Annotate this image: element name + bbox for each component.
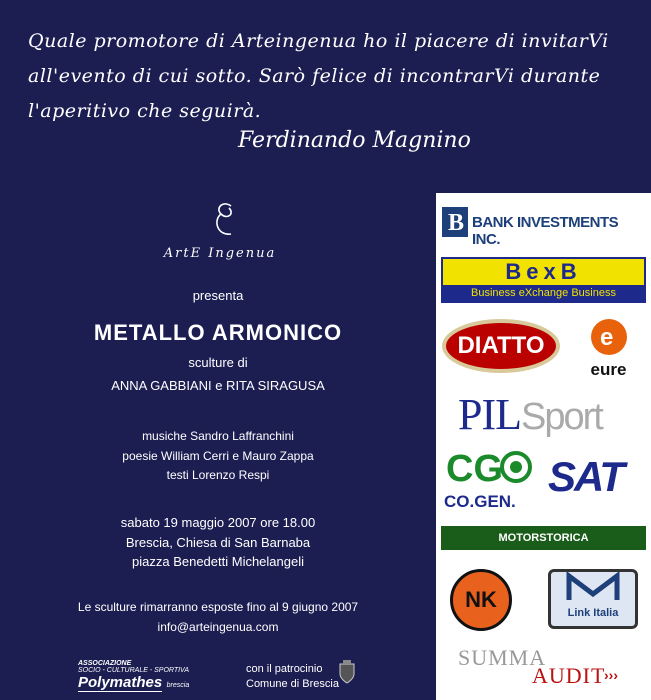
summa-audit-logo [440, 641, 646, 697]
closing-note: Le sculture rimarranno esposte fino al 9 giugno 2007 [77, 600, 359, 614]
bank-b-icon [442, 207, 468, 237]
handwritten-invitation [28, 24, 628, 129]
assoc-line-2: SOCIO - CULTURALE - SPORTIVA [78, 667, 189, 674]
brescia-crest-icon [338, 660, 356, 684]
pil-sport-logo [458, 389, 638, 439]
audit-arrows-icon: ››› [604, 667, 618, 683]
arteingenua-logo-icon [205, 200, 245, 240]
assoc-name: Polymathes [78, 674, 163, 691]
audit-text: AUDIT [532, 663, 606, 688]
patronage-block [246, 662, 339, 692]
patronage-line-1: con il patrocinio [246, 663, 323, 675]
event-date: sabato 19 maggio 2007 ore 18.00 [120, 515, 316, 530]
presenta-text: presenta [192, 288, 244, 303]
sat-logo [548, 453, 646, 503]
motorstorica-logo: MOTORSTORICA [441, 526, 646, 550]
invite-line-2: all'evento di cui sotto. Sarò felice di incontrarVi durante [28, 65, 601, 87]
polymathes-logo [78, 660, 189, 692]
bexb-mark: BexB [443, 259, 644, 285]
eure-circle-icon [589, 317, 629, 357]
event-place-1: Brescia, Chiesa di San Barnaba [125, 535, 311, 550]
eure-text: eure [590, 360, 627, 379]
sponsor-panel [436, 193, 651, 700]
eure-logo [576, 317, 641, 377]
sat-text: SAT [548, 453, 623, 500]
cogen-mark-icon [444, 449, 534, 487]
cogen-logo [444, 449, 539, 509]
svg-text:e: e [599, 324, 613, 351]
bank-investments-logo [440, 207, 646, 248]
event-place-2: piazza Benedetti Michelangeli [132, 554, 304, 569]
credits-texts: testi Lorenzo Respi [166, 468, 270, 482]
arteingenua-logo-text: ArtE Ingenua [163, 246, 277, 261]
invite-line-3: l'aperitivo che seguirà. [28, 100, 262, 122]
bank-name: BANK INVESTMENTS INC. [472, 214, 619, 248]
link-m-icon [563, 572, 623, 602]
bexb-logo [441, 257, 646, 303]
event-title: METALLO ARMONICO [93, 320, 343, 345]
event-subtitle: sculture di [188, 355, 248, 370]
link-text: Link Italia [567, 607, 619, 619]
contact-email[interactable]: info@arteingenua.com [157, 620, 279, 634]
svg-text:CG: CG [446, 449, 503, 487]
assoc-city: brescia [166, 682, 190, 689]
pil-text: PIL [458, 390, 521, 439]
sport-text: Sport [521, 396, 602, 438]
credits-poetry: poesie William Cerri e Mauro Zappa [122, 449, 314, 463]
patronage-line-2: Comune di Brescia [246, 678, 339, 690]
event-artists: ANNA GABBIANI e RITA SIRAGUSA [111, 378, 325, 393]
invite-line-1: Quale promotore di Arteingenua ho il piacere di invitarVi [28, 30, 609, 52]
bexb-tagline: Business eXchange Business [471, 287, 616, 299]
cogen-text: CO.GEN. [444, 492, 516, 511]
assoc-line-1: ASSOCIAZIONE [78, 660, 132, 667]
diatto-logo: DIATTO [442, 319, 560, 373]
svg-text:B: B [448, 210, 465, 236]
credits-music: musiche Sandro Laffranchini [142, 429, 294, 443]
summa-text: SUMMA [458, 645, 547, 670]
signature: Ferdinando Magnino [238, 128, 471, 153]
link-italia-logo [548, 569, 638, 629]
nk-logo: NK [450, 569, 512, 631]
